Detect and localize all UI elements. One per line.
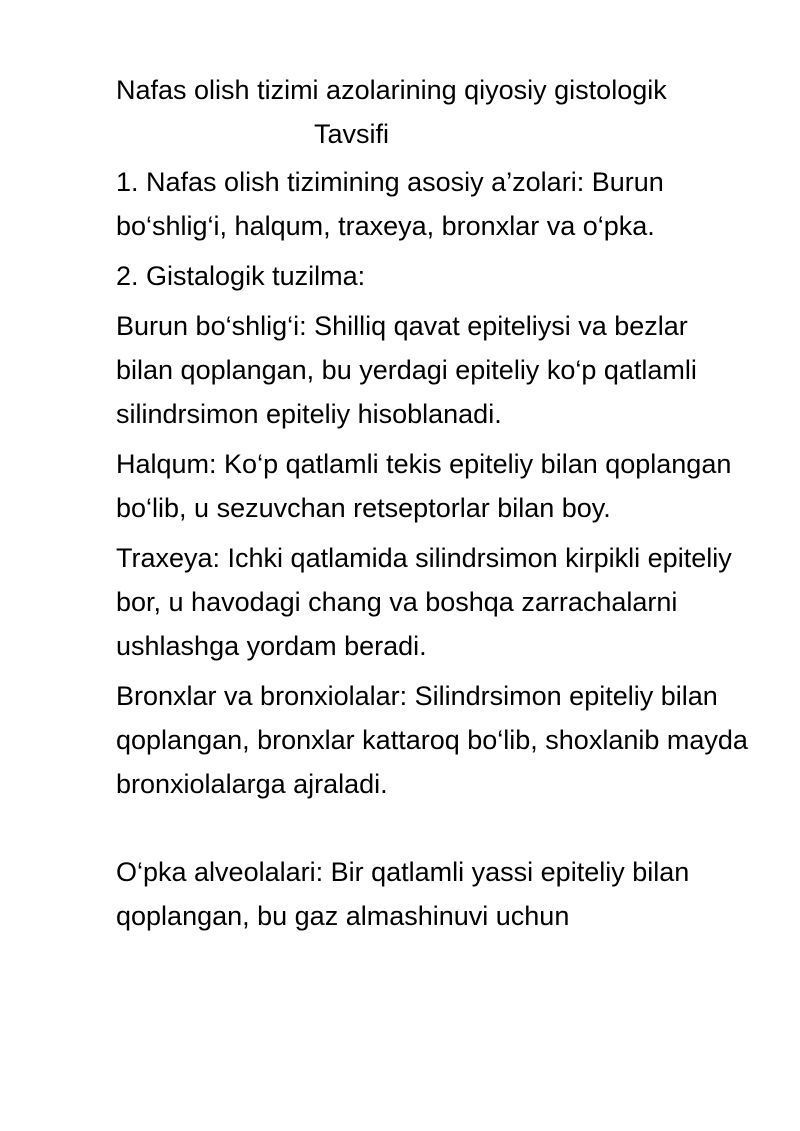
document-subtitle: Tavsifi — [314, 119, 390, 149]
paragraph-trachea: Traxeya: Ichki qatlamida silindrsimon kirpikli epiteliy bor, u havodagi chang va boshqa zarrachalarni ushlashga yordam beradi. — [116, 543, 732, 661]
paragraph-pharynx: Halqum: Ko‘p qatlamli tekis epiteliy bilan qoplangan bo‘lib, u sezuvchan retseptorlar bilan boy. — [116, 449, 732, 523]
paragraph-nasal-cavity: Burun bo‘shlig‘i: Shilliq qavat epiteliysi va bezlar bilan qoplangan, bu yerdagi epiteliy ko‘p qatlamli silindrsimon epiteliy hisoblanadi. — [116, 311, 697, 429]
paragraph-histology-heading: 2. Gistalogik tuzilma: — [116, 261, 366, 291]
document-body — [116, 68, 756, 944]
paragraph-organs: 1. Nafas olish tizimining asosiy a’zolari: Burun bo‘shlig‘i, halqum, traxeya, bronxlar va o‘pka. — [116, 167, 664, 241]
paragraph-bronchi: Bronxlar va bronxiolalar: Silindrsimon epiteliy bilan qoplangan, bronxlar kattaroq bo‘lib, shoxlanib mayda bronxiolalarga ajraladi. — [116, 681, 748, 799]
document-title: Nafas olish tizimi azolarining qiyosiy gistologik — [116, 75, 667, 105]
paragraph-alveoli: O‘pka alveolalari: Bir qatlamli yassi epiteliy bilan qoplangan, bu gaz almashinuvi uchun — [116, 857, 690, 931]
